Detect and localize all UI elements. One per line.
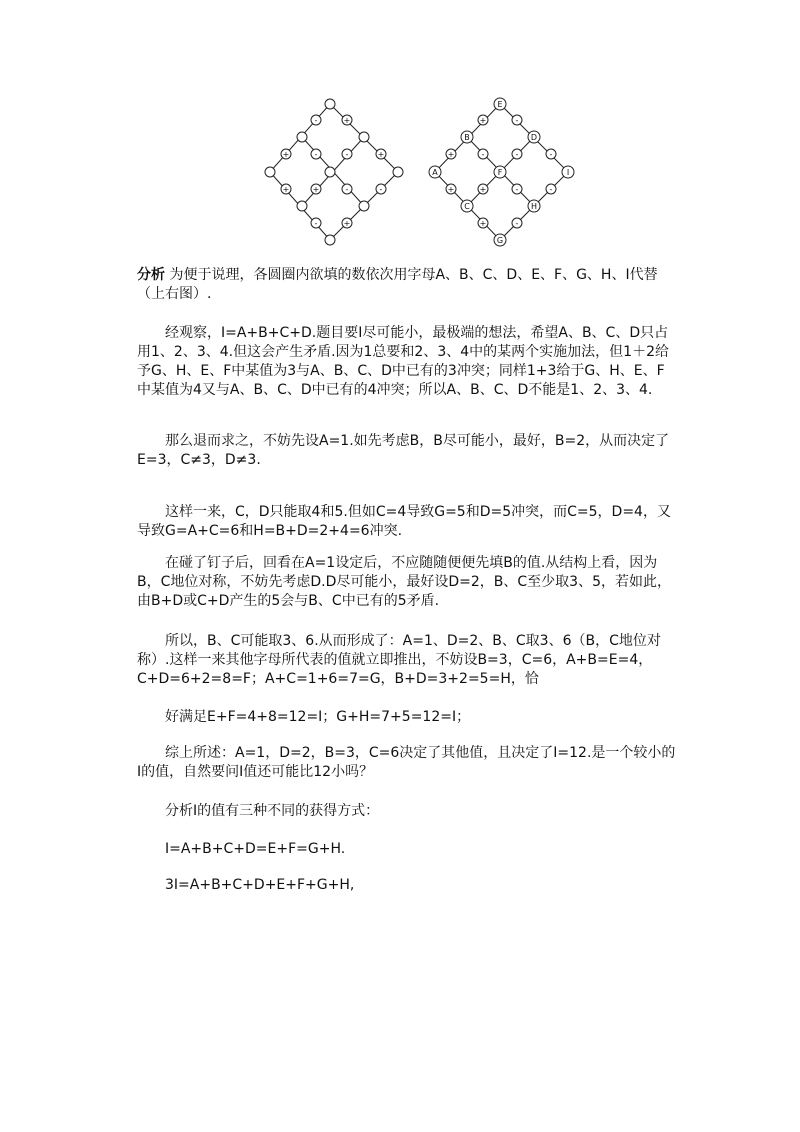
analysis-label: 分析 xyxy=(137,267,165,283)
svg-text:+: + xyxy=(479,219,487,228)
paragraph-7: 好满足E+F=4+8=12=I；G+H=7+5=12=I； xyxy=(165,709,471,725)
svg-text:H: H xyxy=(530,202,538,211)
svg-text:F: F xyxy=(497,168,503,177)
paragraph-5: 在碰了钉子后，回看在A=1设定后，不应随随便便先填B的值.从结构上看，因为B，C地位对称，不妨先考虑D.D尽可能小，最好设D=2，B、C至少取3、5，若如此，由B+D或C+D产生的5会与B、C中已有的5矛盾. xyxy=(137,555,672,609)
paragraph-11: 3I=A+B+C+D+E+F+G+H, xyxy=(165,877,355,893)
paragraph-2: 经观察，I=A+B+C+D.题目要I尽可能小，最极端的想法，希望A、B、C、D只占用1、2、3、4.但这会产生矛盾.因为1总要和2、3、4中的某两个实施加法，但1＋2给予G、H、E、F中某值为3与A、B、C、D中已有的3冲突；同样1+3给于G、H、E、F中某值为4又与A、B、C、D中已有的4冲突；所以A、B、C、D不能是1、2、3、4. xyxy=(137,325,669,398)
svg-text:+: + xyxy=(479,185,487,194)
svg-text:+: + xyxy=(377,150,385,159)
svg-text:A: A xyxy=(432,168,438,177)
svg-text:-: - xyxy=(481,150,485,159)
svg-text:+: + xyxy=(343,219,351,228)
svg-text:-: - xyxy=(549,185,553,194)
svg-text:-: - xyxy=(515,219,519,228)
svg-text:+: + xyxy=(447,185,455,194)
svg-text:D: D xyxy=(530,133,538,142)
svg-text:-: - xyxy=(379,185,383,194)
svg-text:I: I xyxy=(566,168,570,177)
svg-text:-: - xyxy=(515,185,519,194)
svg-text:E: E xyxy=(497,100,503,109)
svg-text:-: - xyxy=(314,116,318,125)
svg-text:-: - xyxy=(515,150,519,159)
svg-text:+: + xyxy=(282,185,290,194)
svg-text:+: + xyxy=(312,185,320,194)
svg-text:-: - xyxy=(549,150,553,159)
paragraph-4: 这样一来，C，D只能取4和5.但如C=4导致G=5和D=5冲突，而C=5，D=4，又导致G=A+C=6和H=B+D=2+4=6冲突. xyxy=(137,504,671,539)
svg-text:B: B xyxy=(464,133,470,142)
svg-text:-: - xyxy=(345,185,349,194)
svg-text:-: - xyxy=(345,150,349,159)
intro-text: 为便于说理，各圆圈内欲填的数依次用字母A、B、C、D、E、F、G、H、I代替（上右图）. xyxy=(137,267,658,302)
svg-text:-: - xyxy=(314,150,318,159)
paragraph-6: 所以，B、C可能取3、6.从而形成了：A=1、D=2、B、C取3、6（B，C地位对称）.这样一来其他字母所代表的值就立即推出，不妨设B=3，C=6，A+B=E=4，C+D=6+2=8=F；A+C=1+6=7=G，B+D=3+2=5=H，恰 xyxy=(137,633,661,687)
paragraph-8: 综上所述：A=1，D=2，B=3，C=6决定了其他值，且决定了I=12.是一个较小的I的值，自然要问I值还可能比12小吗？ xyxy=(137,745,676,780)
svg-text:+: + xyxy=(343,116,351,125)
svg-text:+: + xyxy=(447,150,455,159)
paragraph-9: 分析I的值有三种不同的获得方式： xyxy=(165,803,380,819)
paragraph-3: 那么退而求之，不妨先设A=1.如先考虑B，B尽可能小，最好，B=2，从而决定了E=3，C≠3，D≠3. xyxy=(137,433,670,468)
svg-text:G: G xyxy=(496,236,504,245)
paragraph-intro xyxy=(137,266,677,304)
diagram-svg xyxy=(250,92,580,252)
svg-text:-: - xyxy=(314,219,318,228)
svg-text:+: + xyxy=(282,150,290,159)
paragraph-10: I=A+B+C+D=E+F=G+H. xyxy=(165,841,346,857)
svg-text:+: + xyxy=(479,116,487,125)
svg-text:-: - xyxy=(515,116,519,125)
svg-text:C: C xyxy=(464,202,470,211)
left-node-top xyxy=(325,99,335,109)
lattice-diagrams xyxy=(250,92,580,252)
